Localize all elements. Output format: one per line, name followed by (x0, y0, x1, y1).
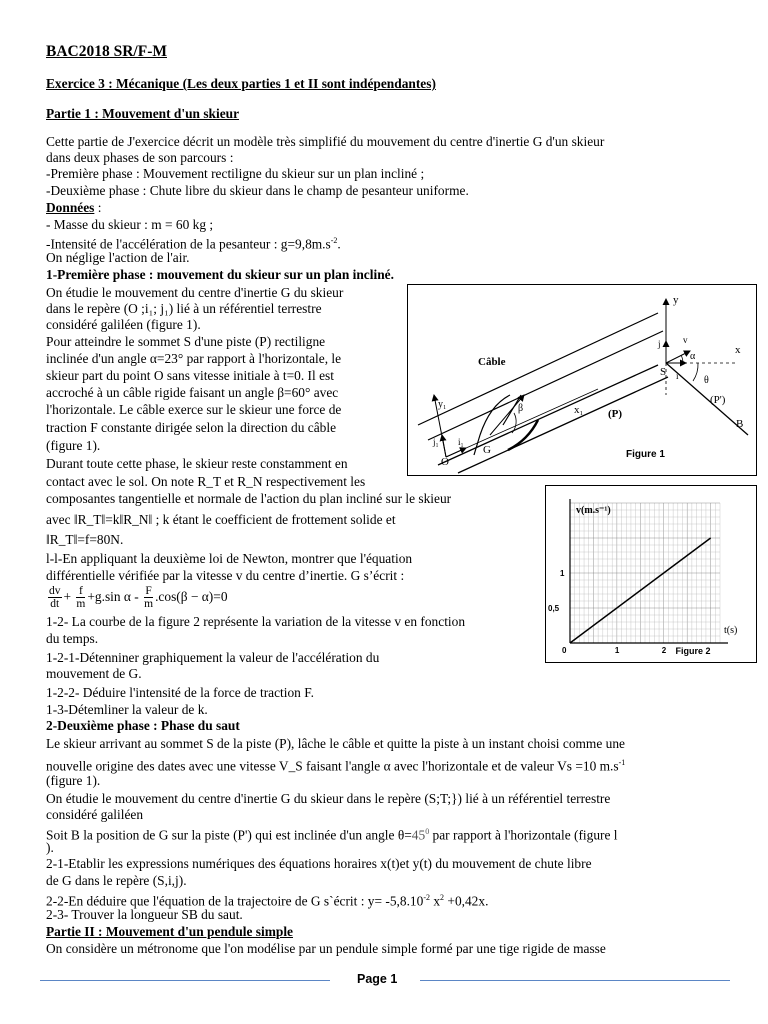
doc-title: BAC2018 SR/F-M (46, 43, 167, 60)
phase1-line: contact avec le sol. On note R_T et R_N respectivement les (46, 474, 366, 489)
exercise-title: Exercice 3 : Mécanique (Les deux parties 1 et II sont indépendantes) (46, 76, 436, 91)
phase2-line: ). (46, 840, 54, 855)
cable-line (428, 331, 663, 440)
phase1-title: 1-Première phase : mouvement du skieur sur un plan incliné. (46, 267, 394, 282)
x1-axis (446, 389, 598, 457)
chart-grid (570, 503, 720, 643)
part2-title: Partie II : Mouvement d'un pendule simple (46, 924, 293, 939)
phase2-line: (figure 1). (46, 773, 101, 788)
intro-line: Cette partie de J'exercice décrit un modèle très simplifié du mouvement du centre d'inertie G d'un skieur (46, 134, 605, 149)
page-number: Page 1 (357, 972, 398, 986)
question-1-1: différentielle vérifiée par la vitesse v du centre d’inertie. G s’écrit : (46, 568, 405, 583)
label-x: x (735, 344, 741, 356)
phase1-line: inclinée d'un angle α=23° par rapport à l'horizontale, le (46, 351, 342, 366)
slope-p-line (438, 365, 658, 465)
x-tick-label: 2 (661, 646, 667, 655)
phase1-line: (figure 1). (46, 438, 101, 453)
label-p-prime: (P') (710, 394, 726, 406)
label-y: y (673, 294, 679, 306)
footer-divider (40, 980, 330, 981)
question-1-2-1: mouvement de G. (46, 666, 142, 681)
intro-line: -Deuxième phase : Chute libre du skieur dans le champ de pesanteur uniforme. (46, 183, 469, 198)
phase1-line: composantes tangentielle et normale de l'action du plan incliné sur le skieur (46, 491, 452, 506)
question-2-1: 2-1-Etablir les expressions numériques des équations horaires x(t)et y(t) du mouvement de chute libre (46, 856, 592, 871)
phase1-line: On étudie le mouvement du centre d'inertie G du skieur (46, 285, 344, 300)
label-j: j (658, 339, 661, 349)
phase1-line: dans le repère (O ;i₁; j₁) lié à un référentiel terrestre (46, 301, 322, 316)
label-i1: i₁ (458, 437, 464, 447)
figure-1-caption: Figure 1 (626, 449, 665, 460)
x-axis-label: t(s) (724, 625, 738, 636)
label-v: v (683, 335, 688, 345)
chart-svg (546, 486, 756, 662)
label-j1: j₁ (433, 437, 439, 447)
figure-1-drawing (408, 285, 756, 475)
label-beta: β (518, 403, 524, 414)
phase1-line: traction F constante dirigée selon la direction du câble (46, 420, 337, 435)
donnees-heading: Données : (46, 200, 102, 215)
question-2-1: de G dans le repère (S,i,j). (46, 873, 187, 888)
label-g: G (483, 444, 491, 456)
phase1-line: skieur part du point O sans vitesse initiale à t=0. Il est (46, 368, 334, 383)
figure-2-chart (545, 485, 757, 663)
x-tick-label: 0 (562, 646, 567, 655)
phase2-line: On étudie le mouvement du centre d'inertie G du skieur dans le repère (S;T;}) lié à un référentiel terrestre (46, 791, 611, 806)
x-tick-label: 1 (614, 646, 620, 655)
part1-title: Partie 1 : Mouvement d'un skieur (46, 106, 240, 121)
question-2-3: 2-3- Trouver la longueur SB du saut. (46, 907, 243, 922)
question-1-1: l-l-En appliquant la deuxième loi de Newton, montrer que l'équation (46, 551, 413, 566)
differential-equation: $\frac{dv}{dt}$ + $\frac{f}{m}$ +g.sin α - $\frac{F}{m}$ .cos(β − α)=0 (49, 585, 228, 611)
phase1-line: accroché à un câble rigide faisant un angle β=60° avec (46, 385, 339, 400)
label-theta: θ (704, 375, 709, 386)
label-s: S (660, 366, 667, 378)
label-i: i (676, 371, 679, 381)
phase2-line: Le skieur arrivant au sommet S de la piste (P), lâche le câble et quitte la piste à un instant choisi comme une (46, 736, 625, 751)
figure-1 (407, 284, 757, 476)
question-1-2: 1-2- La courbe de la figure 2 représente la variation de la vitesse v en fonction (46, 614, 466, 629)
label-p: (P) (608, 408, 623, 420)
donnees-mass: - Masse du skieur : m = 60 kg ; (46, 217, 214, 232)
phase2-line: considéré galiléen (46, 807, 144, 822)
part2-line: On considère un métronome que l'on modélise par un pendule simple formé par une tige rigide de masse (46, 941, 606, 956)
intro-line: -Première phase : Mouvement rectiligne du skieur sur un plan incliné ; (46, 166, 425, 181)
label-x1: x₁ (574, 404, 584, 416)
donnees-air: On néglige l'action de l'air. (46, 250, 190, 265)
phase2-line: nouvelle origine des dates avec une vitesse V_S faisant l'angle α avec l'horizontale et de valeur Vs =10 $m.s^{-1}$ (46, 758, 626, 774)
question-1-3: 1-3-Détemliner la valeur de k. (46, 702, 208, 717)
footer-divider (420, 980, 730, 981)
label-alpha: α (690, 351, 696, 362)
phase1-line: l'horizontale. Le câble exerce sur le skieur une force de (46, 402, 342, 417)
phase1-line: considéré galiléen (figure 1). (46, 317, 201, 332)
y-tick-label: 1 (560, 569, 565, 578)
label-cable: Câble (478, 356, 506, 368)
phase2-title: 2-Deuxième phase : Phase du saut (46, 718, 240, 733)
question-1-2-2: 1-2-2- Déduire l'intensité de la force de traction F. (46, 685, 314, 700)
y-tick-label: 0,5 (548, 604, 560, 613)
phase1-line: Durant toute cette phase, le skieur reste constamment en (46, 456, 348, 471)
label-y1: y₁ (438, 399, 447, 410)
velocity-vs-arrow (666, 351, 690, 363)
question-2-2: 2-2-En déduire que l'équation de la trajectoire de G s`écrit : $y= -5,8.10^{-2}$ $x^2 +0,42x$. (46, 893, 489, 909)
intro-line: dans deux phases de son parcours : (46, 150, 234, 165)
phase2-line: Soit B la position de G sur la piste (P') qui est inclinée d'un angle $\theta=45^0$ par rapport à l'horizontale (figure l (46, 827, 618, 843)
label-b: B (736, 418, 744, 430)
y-axis-label: v(m.s⁻¹) (576, 505, 611, 516)
phase1-line: ‖R_T‖=f=80N. (46, 532, 124, 547)
phase1-line: Pour atteindre le sommet S d'une piste (P) rectiligne (46, 334, 326, 349)
question-1-2-1: 1-2-1-Détenniner graphiquement la valeur de l'accélération du (46, 650, 380, 665)
phase1-line: avec ‖R_T‖=k‖R_N‖ ; k étant le coefficient de frottement solide et (46, 512, 396, 527)
donnees-gravity: -Intensité de l'accélération de la pesanteur : $g=9,8m.s^{-2}$. (46, 236, 341, 252)
label-o: O (441, 456, 449, 468)
chart-title: Figure 2 (675, 646, 711, 656)
question-1-2: du temps. (46, 631, 99, 646)
